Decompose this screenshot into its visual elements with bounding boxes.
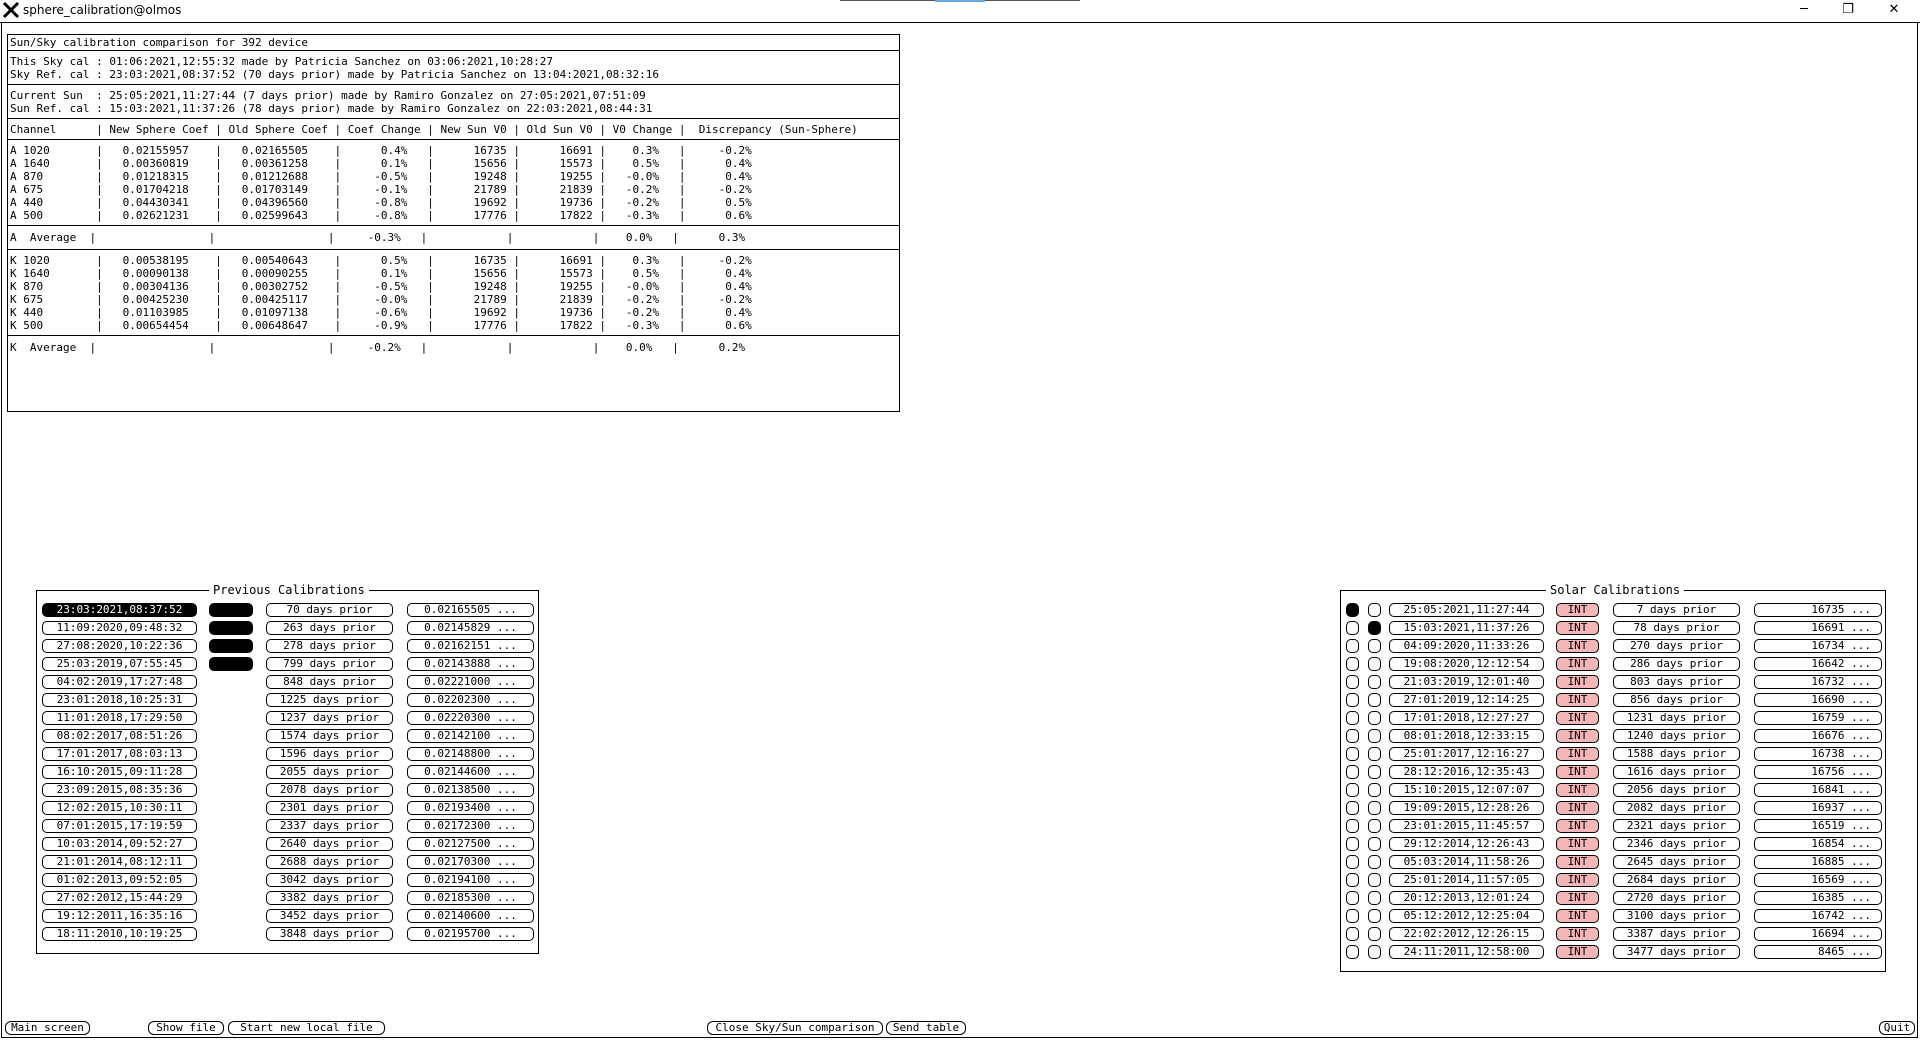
previous-calibration-row [37,693,538,709]
solar-calibration-row [1341,837,1885,853]
calibration-marker [209,639,253,653]
calibration-marker [209,621,253,635]
reference-sun-radio[interactable] [1368,693,1381,707]
sky-info-section [8,51,899,85]
quit-button[interactable]: Quit [1879,1021,1915,1035]
solar-calibration-row [1341,657,1885,673]
coefficient-button[interactable]: 0.02221000 ... [407,675,534,689]
days-prior-label[interactable]: 2684 days prior [1613,873,1740,887]
coefficient-button[interactable]: 0.02162151 ... [407,639,534,653]
solar-calibration-row [1341,909,1885,925]
previous-calibration-row [37,657,538,673]
a-average-section [8,226,899,250]
solar-calibration-row [1341,693,1885,709]
coefficient-button[interactable]: 0.02172300 ... [407,819,534,833]
reference-sun-radio[interactable] [1368,801,1381,815]
solar-date-button[interactable]: 23:01:2015,11:45:57 [1389,819,1544,833]
v0-value-button[interactable]: 16569 ... [1754,873,1882,887]
reference-sun-radio[interactable] [1368,819,1381,833]
int-tag[interactable]: INT [1556,819,1599,833]
solar-date-button[interactable]: 08:01:2018,12:33:15 [1389,729,1544,743]
current-sun-radio[interactable] [1346,891,1359,905]
days-prior-label[interactable]: 3452 days prior [266,909,393,923]
current-sun-radio[interactable] [1346,855,1359,869]
days-prior-label[interactable]: 2688 days prior [266,855,393,869]
days-prior-label[interactable]: 70 days prior [266,603,393,617]
solar-date-button[interactable]: 20:12:2013,12:01:24 [1389,891,1544,905]
days-prior-label[interactable]: 2337 days prior [266,819,393,833]
k-channel-rows [8,250,899,336]
current-sun-radio[interactable] [1346,819,1359,833]
days-prior-label[interactable]: 3848 days prior [266,927,393,941]
calibration-date-button[interactable]: 10:03:2014,09:52:27 [42,837,197,851]
int-tag[interactable]: INT [1556,837,1599,851]
reference-sun-radio[interactable] [1368,909,1381,923]
int-tag[interactable]: INT [1556,801,1599,815]
reference-sun-radio[interactable] [1368,765,1381,779]
titlebar-accent-highlight [935,0,985,2]
solar-calibration-row [1341,765,1885,781]
int-tag[interactable]: INT [1556,711,1599,725]
days-prior-label[interactable]: 799 days prior [266,657,393,671]
days-prior-label[interactable]: 1231 days prior [1613,711,1740,725]
previous-calibration-row [37,873,538,889]
solar-date-button[interactable]: 25:01:2014,11:57:05 [1389,873,1544,887]
days-prior-label[interactable]: 1616 days prior [1613,765,1740,779]
days-prior-label[interactable]: 263 days prior [266,621,393,635]
v0-value-button[interactable]: 16732 ... [1754,675,1882,689]
previous-calibration-row [37,909,538,925]
solar-date-button[interactable]: 05:12:2012,12:25:04 [1389,909,1544,923]
solar-calibration-row [1341,639,1885,655]
days-prior-label[interactable]: 2640 days prior [266,837,393,851]
solar-date-button[interactable]: 15:03:2021,11:37:26 [1389,621,1544,635]
coefficient-button[interactable]: 0.02170300 ... [407,855,534,869]
v0-value-button[interactable]: 16937 ... [1754,801,1882,815]
comparison-report [7,34,900,412]
a-channel-table: A 1020 | 0.02155957 | 0.02165505 | 0.4% | 16735 | 16691 | 0.3% | -0.2% A 1640 | 0.00360819 | 0.00361258 | 0.1% | 15656 | 15573 | 0.5% | 0.4% A 870 | 0.01218315 | 0.01212688 | -0.5% | 19248 | 19255 | -0.0% | 0.4% A 675 | 0.01704218 | 0.01703149 | -0.1% | 21789 | 21839 | -0.2% | -0.2% A 440 | 0.04430341 | 0.04396560 | -0.8% | 19692 | 19736 | -0.2% | 0.5% A 500 | 0.02621231 | 0.02599643 | -0.8% | 17776 | 17822 | -0.3% | 0.6% [10,144,752,222]
int-tag[interactable]: INT [1556,639,1599,653]
report-header-section [8,35,899,51]
int-tag[interactable]: INT [1556,675,1599,689]
calibration-date-button[interactable]: 27:08:2020,10:22:36 [42,639,197,653]
days-prior-label[interactable]: 1574 days prior [266,729,393,743]
window-titlebar [0,0,1920,23]
v0-value-button[interactable]: 16885 ... [1754,855,1882,869]
sun-info: Current Sun : 25:05:2021,11:27:44 (7 days prior) made by Ramiro Gonzalez on 27:05:2021,07:51:09 Sun Ref. cal : 15:03:2021,11:37:26 (78 days prior) made by Ramiro Gonzalez on 22:03:2021,08:44:31 [10,89,653,115]
k-average-section [8,336,899,374]
solar-date-button[interactable]: 25:01:2017,12:16:27 [1389,747,1544,761]
solar-calibration-row [1341,945,1885,961]
v0-value-button[interactable]: 8465 ... [1754,945,1882,959]
calibration-date-button[interactable]: 17:01:2017,08:03:13 [42,747,197,761]
reference-sun-radio[interactable] [1368,621,1381,635]
solar-calibrations-label: Solar Calibrations [1546,583,1684,597]
current-sun-radio[interactable] [1346,909,1359,923]
days-prior-label[interactable]: 1588 days prior [1613,747,1740,761]
previous-calibration-row [37,927,538,943]
int-tag[interactable]: INT [1556,621,1599,635]
table-header-section [8,119,899,140]
solar-calibration-row [1341,603,1885,619]
v0-value-button[interactable]: 16519 ... [1754,819,1882,833]
coefficient-button[interactable]: 0.02195700 ... [407,927,534,941]
days-prior-label[interactable]: 278 days prior [266,639,393,653]
coefficient-button[interactable]: 0.02145829 ... [407,621,534,635]
solar-calibration-row [1341,855,1885,871]
days-prior-label[interactable]: 2078 days prior [266,783,393,797]
reference-sun-radio[interactable] [1368,945,1381,959]
coefficient-button[interactable]: 0.02185300 ... [407,891,534,905]
days-prior-label[interactable]: 2321 days prior [1613,819,1740,833]
previous-calibration-row [37,801,538,817]
solar-date-button[interactable]: 27:01:2019,12:14:25 [1389,693,1544,707]
previous-calibration-row [37,639,538,655]
v0-value-button[interactable]: 16759 ... [1754,711,1882,725]
previous-calibration-row [37,621,538,637]
current-sun-radio[interactable] [1346,639,1359,653]
v0-value-button[interactable]: 16756 ... [1754,765,1882,779]
solar-calibration-row [1341,891,1885,907]
v0-value-button[interactable]: 16738 ... [1754,747,1882,761]
a-average-row: A Average | | | -0.3% | | | 0.0% | 0.3% [10,231,746,244]
coefficient-button[interactable]: 0.02202300 ... [407,693,534,707]
close-button[interactable]: ✕ [1888,2,1900,17]
days-prior-label[interactable]: 3387 days prior [1613,927,1740,941]
k-channel-table: K 1020 | 0.00538195 | 0.00540643 | 0.5% | 16735 | 16691 | 0.3% | -0.2% K 1640 | 0.00090138 | 0.00090255 | 0.1% | 15656 | 15573 | 0.5% | 0.4% K 870 | 0.00304136 | 0.00302752 | -0.5% | 19248 | 19255 | -0.0% | 0.4% K 675 | 0.00425230 | 0.00425117 | -0.0% | 21789 | 21839 | -0.2% | -0.2% K 440 | 0.01103985 | 0.01097138 | -0.6% | 19692 | 19736 | -0.2% | 0.4% K 500 | 0.00654454 | 0.00648647 | -0.9% | 17776 | 17822 | -0.3% | 0.6% [10,254,752,332]
days-prior-label[interactable]: 3382 days prior [266,891,393,905]
calibration-date-button[interactable]: 23:09:2015,08:35:36 [42,783,197,797]
solar-calibration-row [1341,729,1885,745]
solar-date-button[interactable]: 15:10:2015,12:07:07 [1389,783,1544,797]
v0-value-button[interactable]: 16735 ... [1754,603,1882,617]
int-tag[interactable]: INT [1556,657,1599,671]
solar-date-button[interactable]: 28:12:2016,12:35:43 [1389,765,1544,779]
current-sun-radio[interactable] [1346,945,1359,959]
days-prior-label[interactable]: 848 days prior [266,675,393,689]
previous-calibrations-label: Previous Calibrations [209,583,369,597]
solar-date-button[interactable]: 04:09:2020,11:33:26 [1389,639,1544,653]
solar-calibration-row [1341,621,1885,637]
coefficient-button[interactable]: 0.02148800 ... [407,747,534,761]
a-channel-rows [8,140,899,226]
reference-sun-radio[interactable] [1368,675,1381,689]
calibration-date-button[interactable]: 27:02:2012,15:44:29 [42,891,197,905]
v0-value-button[interactable]: 16841 ... [1754,783,1882,797]
previous-calibration-row [37,855,538,871]
previous-calibration-row [37,675,538,691]
previous-calibration-row [37,711,538,727]
solar-date-button[interactable]: 24:11:2011,12:58:00 [1389,945,1544,959]
calibration-date-button[interactable]: 21:01:2014,08:12:11 [42,855,197,869]
reference-sun-radio[interactable] [1368,711,1381,725]
sun-info-section [8,85,899,119]
coefficient-button[interactable]: 0.02138500 ... [407,783,534,797]
previous-calibration-row [37,765,538,781]
current-sun-radio[interactable] [1346,711,1359,725]
reference-sun-radio[interactable] [1368,747,1381,761]
current-sun-radio[interactable] [1346,783,1359,797]
int-tag[interactable]: INT [1556,891,1599,905]
days-prior-label[interactable]: 1237 days prior [266,711,393,725]
v0-value-button[interactable]: 16385 ... [1754,891,1882,905]
close-sky-sun-comparison-button[interactable]: Close Sky/Sun comparison [707,1021,883,1035]
days-prior-label[interactable]: 286 days prior [1613,657,1740,671]
calibration-date-button[interactable]: 11:01:2018,17:29:50 [42,711,197,725]
int-tag[interactable]: INT [1556,909,1599,923]
int-tag[interactable]: INT [1556,927,1599,941]
days-prior-label[interactable]: 1240 days prior [1613,729,1740,743]
coefficient-button[interactable]: 0.02193400 ... [407,801,534,815]
calibration-date-button[interactable]: 19:12:2011,16:35:16 [42,909,197,923]
v0-value-button[interactable]: 16642 ... [1754,657,1882,671]
previous-calibration-row [37,819,538,835]
days-prior-label[interactable]: 1225 days prior [266,693,393,707]
calibration-date-button[interactable]: 16:10:2015,09:11:28 [42,765,197,779]
int-tag[interactable]: INT [1556,747,1599,761]
previous-calibration-row [37,837,538,853]
v0-value-button[interactable]: 16676 ... [1754,729,1882,743]
solar-calibration-row [1341,747,1885,763]
current-sun-radio[interactable] [1346,621,1359,635]
int-tag[interactable]: INT [1556,783,1599,797]
solar-date-button[interactable]: 17:01:2018,12:27:27 [1389,711,1544,725]
reference-sun-radio[interactable] [1368,603,1381,617]
calibration-date-button[interactable]: 23:01:2018,10:25:31 [42,693,197,707]
solar-date-button[interactable]: 19:09:2015,12:28:26 [1389,801,1544,815]
previous-calibration-row [37,729,538,745]
days-prior-label[interactable]: 3100 days prior [1613,909,1740,923]
days-prior-label[interactable]: 3042 days prior [266,873,393,887]
window-title: sphere_calibration@olmos [23,3,182,17]
calibration-date-button[interactable]: 07:01:2015,17:19:59 [42,819,197,833]
previous-calibration-row [37,747,538,763]
days-prior-label[interactable]: 2346 days prior [1613,837,1740,851]
v0-value-button[interactable]: 16691 ... [1754,621,1882,635]
send-table-button[interactable]: Send table [886,1021,966,1035]
int-tag[interactable]: INT [1556,603,1599,617]
days-prior-label[interactable]: 2055 days prior [266,765,393,779]
v0-value-button[interactable]: 16690 ... [1754,693,1882,707]
x-app-icon [2,1,20,19]
calibration-date-button[interactable]: 08:02:2017,08:51:26 [42,729,197,743]
days-prior-label[interactable]: 2645 days prior [1613,855,1740,869]
solar-calibration-row [1341,873,1885,889]
solar-date-button[interactable]: 19:08:2020,12:12:54 [1389,657,1544,671]
calibration-date-button[interactable]: 04:02:2019,17:27:48 [42,675,197,689]
days-prior-label[interactable]: 270 days prior [1613,639,1740,653]
days-prior-label[interactable]: 2056 days prior [1613,783,1740,797]
current-sun-radio[interactable] [1346,873,1359,887]
int-tag[interactable]: INT [1556,693,1599,707]
k-average-row: K Average | | | -0.2% | | | 0.0% | 0.2% [10,341,746,354]
days-prior-label[interactable]: 3477 days prior [1613,945,1740,959]
current-sun-radio[interactable] [1346,693,1359,707]
solar-calibrations-group [1340,583,1886,972]
calibration-date-button[interactable]: 12:02:2015,10:30:11 [42,801,197,815]
solar-calibration-row [1341,819,1885,835]
reference-sun-radio[interactable] [1368,891,1381,905]
coefficient-button[interactable]: 0.02142100 ... [407,729,534,743]
coefficient-button[interactable]: 0.02144600 ... [407,765,534,779]
reference-sun-radio[interactable] [1368,783,1381,797]
reference-sun-radio[interactable] [1368,657,1381,671]
solar-date-button[interactable]: 22:02:2012,12:26:15 [1389,927,1544,941]
days-prior-label[interactable]: 2082 days prior [1613,801,1740,815]
solar-date-button[interactable]: 25:05:2021,11:27:44 [1389,603,1544,617]
calibration-marker [209,657,253,671]
previous-calibrations-group [36,583,539,954]
calibration-date-button[interactable]: 11:09:2020,09:48:32 [42,621,197,635]
v0-value-button[interactable]: 16854 ... [1754,837,1882,851]
coefficient-button[interactable]: 0.02127500 ... [407,837,534,851]
current-sun-radio[interactable] [1346,765,1359,779]
coefficient-button[interactable]: 0.02220300 ... [407,711,534,725]
table-column-headers: Channel | New Sphere Coef | Old Sphere Coef | Coef Change | New Sun V0 | Old Sun V0 | V0 Change | Discrepancy (Sun-Sphere) [10,123,858,136]
solar-date-button[interactable]: 05:03:2014,11:58:26 [1389,855,1544,869]
days-prior-label[interactable]: 856 days prior [1613,693,1740,707]
calibration-date-button[interactable]: 25:03:2019,07:55:45 [42,657,197,671]
reference-sun-radio[interactable] [1368,729,1381,743]
days-prior-label[interactable]: 78 days prior [1613,621,1740,635]
calibration-marker [209,603,253,617]
current-sun-radio[interactable] [1346,603,1359,617]
int-tag[interactable]: INT [1556,945,1599,959]
report-header: Sun/Sky calibration comparison for 392 device [10,36,309,49]
int-tag[interactable]: INT [1556,729,1599,743]
previous-calibration-row [37,603,538,619]
previous-calibration-row [37,891,538,907]
reference-sun-radio[interactable] [1368,837,1381,851]
current-sun-radio[interactable] [1346,657,1359,671]
current-sun-radio[interactable] [1346,801,1359,815]
solar-calibration-row [1341,675,1885,691]
int-tag[interactable]: INT [1556,855,1599,869]
calibration-date-button[interactable]: 01:02:2013,09:52:05 [42,873,197,887]
solar-calibration-row [1341,801,1885,817]
reference-sun-radio[interactable] [1368,873,1381,887]
coefficient-button[interactable]: 0.02165505 ... [407,603,534,617]
days-prior-label[interactable]: 803 days prior [1613,675,1740,689]
sky-info: This Sky cal : 01:06:2021,12:55:32 made by Patricia Sanchez on 03:06:2021,10:28:27 Sky Ref. cal : 23:03:2021,08:37:52 (70 days prior) made by Patricia Sanchez on 13:04:2021,08:32:16 [10,55,660,81]
coefficient-button[interactable]: 0.02194100 ... [407,873,534,887]
current-sun-radio[interactable] [1346,675,1359,689]
coefficient-button[interactable]: 0.02140600 ... [407,909,534,923]
main-screen-button[interactable]: Main screen [5,1021,90,1035]
int-tag[interactable]: INT [1556,765,1599,779]
minimize-button[interactable]: ─ [1800,2,1808,17]
current-sun-radio[interactable] [1346,927,1359,941]
reference-sun-radio[interactable] [1368,639,1381,653]
coefficient-button[interactable]: 0.02143888 ... [407,657,534,671]
start-new-local-file-button[interactable]: Start new local file [228,1021,385,1035]
solar-calibration-row [1341,927,1885,943]
solar-calibration-row [1341,711,1885,727]
days-prior-label[interactable]: 1596 days prior [266,747,393,761]
int-tag[interactable]: INT [1556,873,1599,887]
v0-value-button[interactable]: 16694 ... [1754,927,1882,941]
v0-value-button[interactable]: 16742 ... [1754,909,1882,923]
days-prior-label[interactable]: 2720 days prior [1613,891,1740,905]
previous-calibration-row [37,783,538,799]
days-prior-label[interactable]: 2301 days prior [266,801,393,815]
solar-calibration-row [1341,783,1885,799]
show-file-button[interactable]: Show file [148,1021,224,1035]
current-sun-radio[interactable] [1346,837,1359,851]
current-sun-radio[interactable] [1346,747,1359,761]
reference-sun-radio[interactable] [1368,927,1381,941]
current-sun-radio[interactable] [1346,729,1359,743]
calibration-date-button[interactable]: 23:03:2021,08:37:52 [42,603,197,617]
calibration-date-button[interactable]: 18:11:2010,10:19:25 [42,927,197,941]
solar-date-button[interactable]: 21:03:2019,12:01:40 [1389,675,1544,689]
reference-sun-radio[interactable] [1368,855,1381,869]
days-prior-label[interactable]: 7 days prior [1613,603,1740,617]
restore-button[interactable]: ❐ [1842,2,1854,17]
solar-date-button[interactable]: 29:12:2014,12:26:43 [1389,837,1544,851]
v0-value-button[interactable]: 16734 ... [1754,639,1882,653]
